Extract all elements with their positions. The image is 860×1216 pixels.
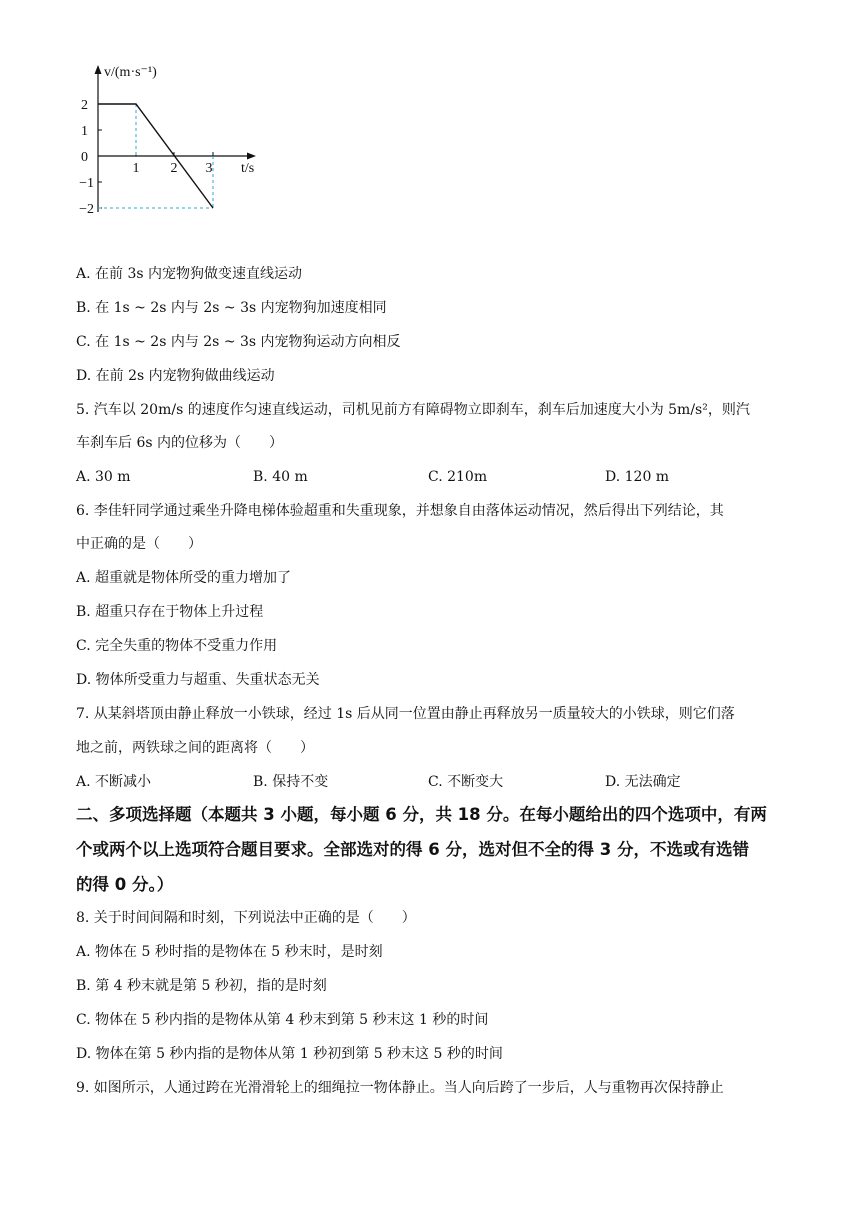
x-axis-label: t/s [241, 161, 255, 176]
q5-stem-line2: 车刹车后 6s 内的位移为（ ） [76, 435, 283, 451]
x-axis-arrow [247, 153, 256, 160]
q4-option-d: D. 在前 2s 内宠物狗做曲线运动 [76, 368, 275, 384]
y-tick-0: 0 [81, 150, 88, 165]
q7-stem-line2: 地之前，两铁球之间的距离将（ ） [76, 740, 314, 756]
section2-heading-line1: 二、多项选择题（本题共 3 小题，每小题 6 分，共 18 分。在每小题给出的四个选项中，有两 [76, 805, 767, 824]
q8-option-d: D. 物体在第 5 秒内指的是物体从第 1 秒初到第 5 秒末这 5 秒的时间 [76, 1046, 503, 1062]
q5-option-d: D. 120 m [605, 469, 670, 485]
q6-option-c: C. 完全失重的物体不受重力作用 [76, 638, 278, 654]
q7-stem-line1: 7. 从某斜塔顶由静止释放一小铁球，经过 1s 后从同一位置由静止再释放另一质量较大的小铁球，则它们落 [76, 706, 735, 722]
q6-stem-line2: 中正确的是（ ） [76, 536, 202, 552]
x-tick-3: 3 [205, 161, 213, 176]
section2-heading-line2: 个或两个以上选项符合题目要求。全部选对的得 6 分，选对但不全的得 3 分，不选或有选错 [76, 840, 749, 859]
q5-stem-line1: 5. 汽车以 20m/s 的速度作匀速直线运动，司机见前方有障碍物立即刹车，刹车后加速度大小为 5m/s²，则汽 [76, 402, 750, 418]
q8-option-a: A. 物体在 5 秒时指的是物体在 5 秒末时，是时刻 [76, 944, 383, 960]
x-tick-1: 1 [132, 161, 140, 176]
y-tick-neg2: −2 [79, 202, 94, 217]
q4-option-a: A. 在前 3s 内宠物狗做变速直线运动 [76, 266, 303, 282]
y-axis-arrow [95, 65, 102, 74]
q5-option-a: A. 30 m [76, 469, 131, 485]
q8-option-b: B. 第 4 秒末就是第 5 秒初，指的是时刻 [76, 978, 327, 994]
q7-option-b: B. 保持不变 [253, 774, 329, 790]
q6-stem-line1: 6. 李佳轩同学通过乘坐升降电梯体验超重和失重现象，并想象自由落体运动情况，然后得出下列结论，其 [76, 503, 724, 519]
q7-option-a: A. 不断减小 [76, 774, 152, 790]
velocity-time-graph [76, 62, 276, 222]
y-tick-2: 2 [81, 98, 88, 113]
q7-option-d: D. 无法确定 [605, 774, 681, 790]
q8-option-c: C. 物体在 5 秒内指的是物体从第 4 秒末到第 5 秒末这 1 秒的时间 [76, 1012, 489, 1028]
y-axis-label: v/(m·s⁻¹) [104, 65, 157, 80]
section2-heading-line3: 的得 0 分。） [76, 875, 174, 894]
q6-option-a: A. 超重就是物体所受的重力增加了 [76, 570, 292, 586]
q6-option-b: B. 超重只存在于物体上升过程 [76, 604, 264, 620]
y-tick-1: 1 [81, 124, 88, 139]
q7-option-c: C. 不断变大 [428, 774, 504, 790]
q5-option-c: C. 210m [428, 469, 488, 485]
q6-option-d: D. 物体所受重力与超重、失重状态无关 [76, 672, 320, 688]
x-tick-2: 2 [170, 161, 178, 176]
q5-option-b: B. 40 m [253, 469, 308, 485]
q9-stem-line1: 9. 如图所示，人通过跨在光滑滑轮上的细绳拉一物体静止。当人向后跨了一步后，人与重物再次保持静止 [76, 1080, 724, 1096]
q4-option-c: C. 在 1s ~ 2s 内与 2s ~ 3s 内宠物狗运动方向相反 [76, 334, 401, 350]
y-tick-neg1: −1 [79, 176, 94, 191]
q4-option-b: B. 在 1s ~ 2s 内与 2s ~ 3s 内宠物狗加速度相同 [76, 300, 387, 316]
q8-stem: 8. 关于时间间隔和时刻，下列说法中正确的是（ ） [76, 910, 416, 926]
